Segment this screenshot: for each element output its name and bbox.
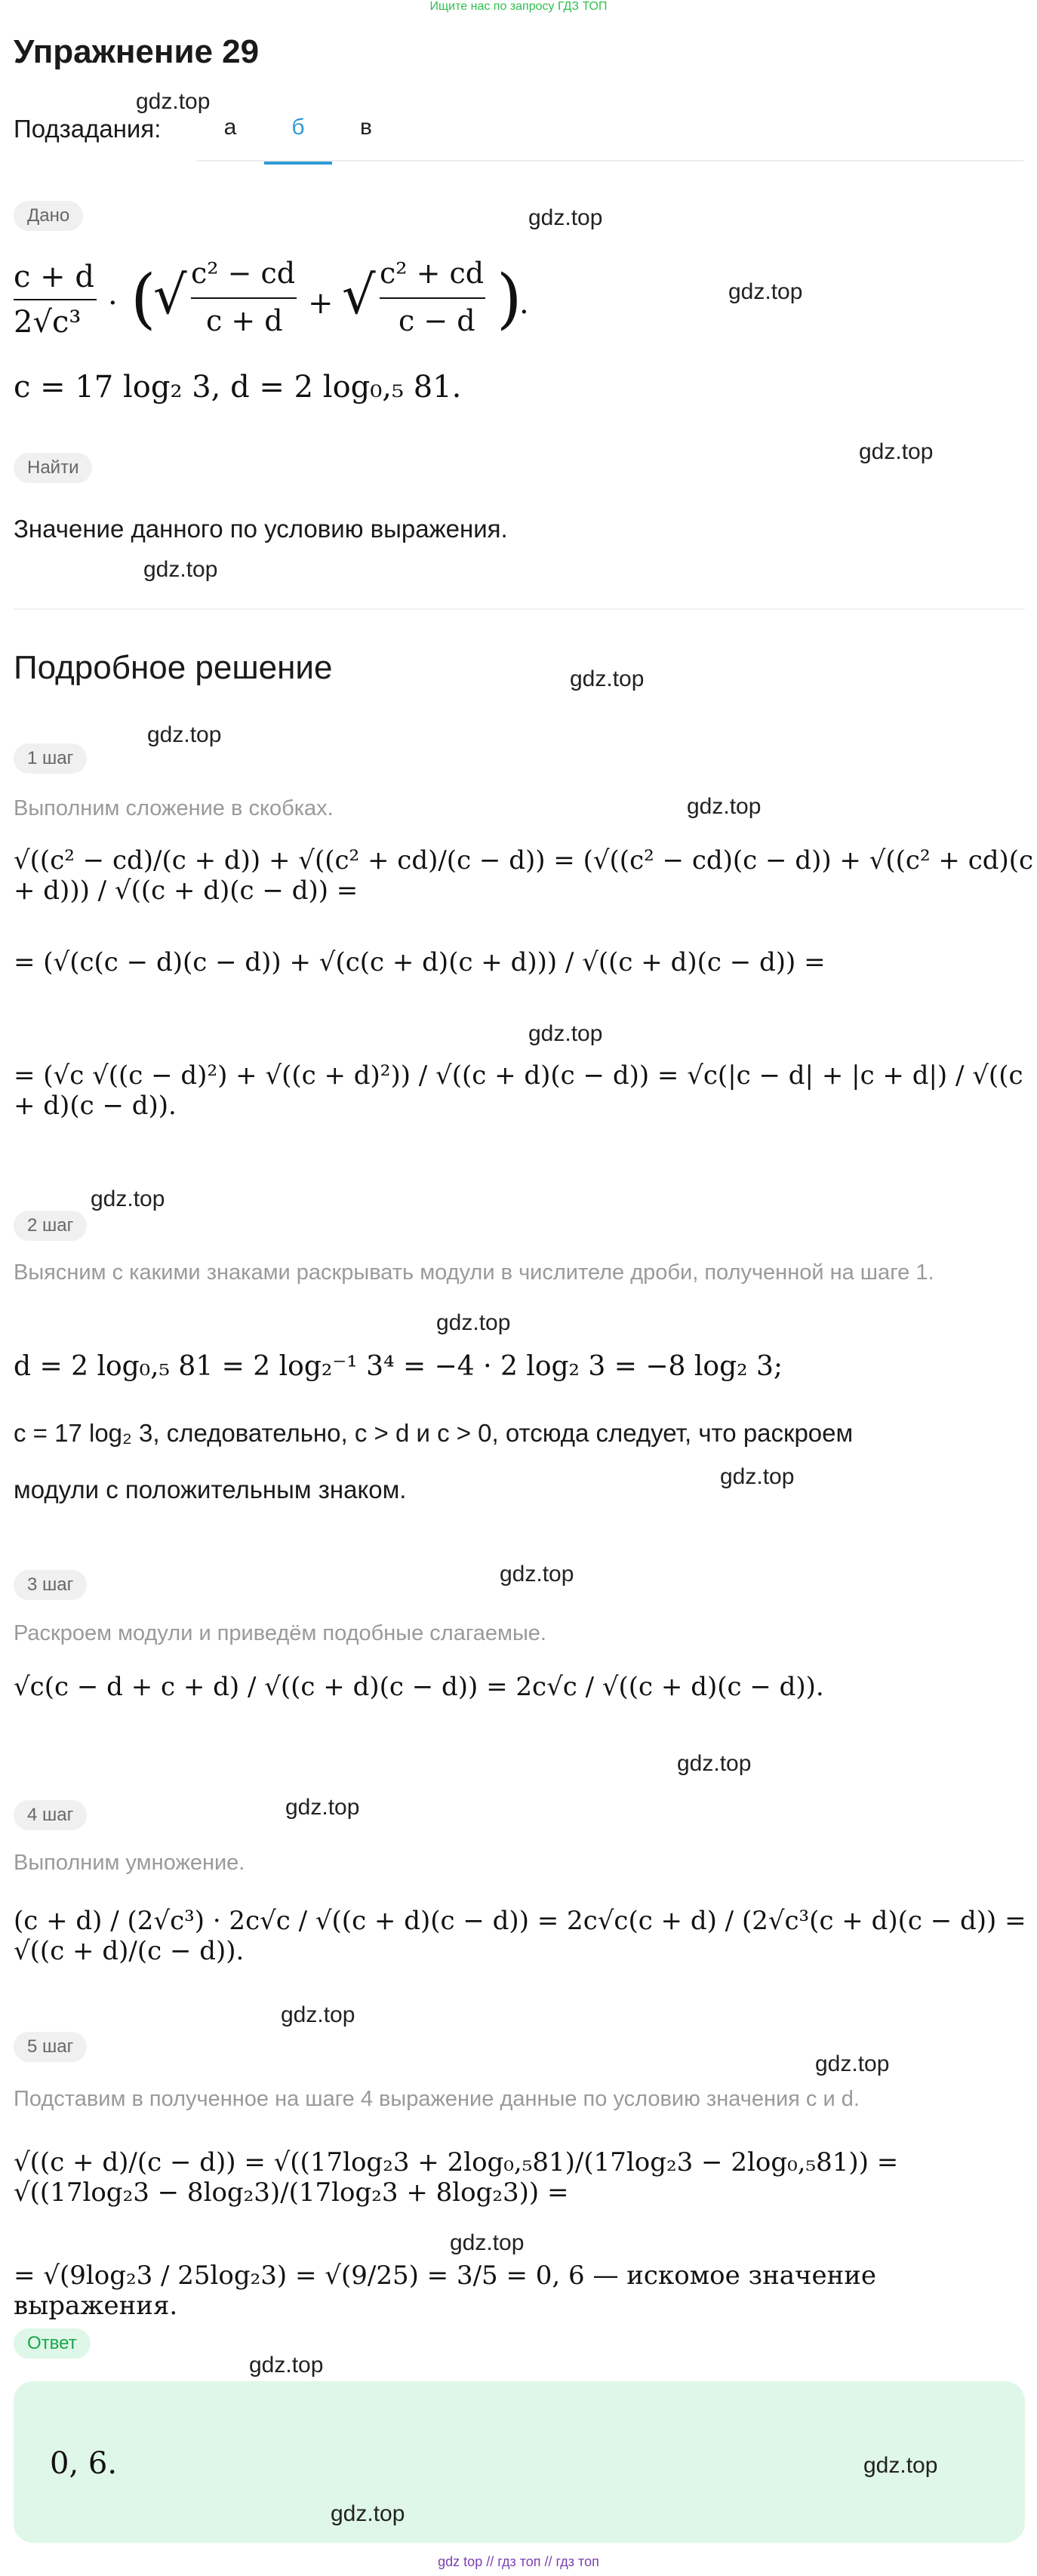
given-badge: Дано [14,201,83,231]
watermark: gdz.top [285,1795,360,1820]
step-3-text: Раскроем модули и приведём подобные слагаемые. [14,1621,546,1645]
watermark: gdz.top [436,1310,511,1335]
svg-text:2√c³: 2√c³ [14,305,82,340]
tab-b[interactable]: б [264,106,332,165]
step-2-line-1: d = 2 log₀,₅ 81 = 2 log₂⁻¹ 3⁴ = −4 · 2 log₂ 3 = −8 log₂ 3; [14,1351,783,1382]
watermark: gdz.top [570,666,645,691]
watermark: gdz.top [147,722,222,747]
svg-text:√: √ [153,264,187,326]
watermark: gdz.top [728,279,803,304]
given-expression [14,242,632,355]
svg-text:c + d: c + d [14,260,94,294]
subtask-tabs [196,106,400,165]
watermark: gdz.top [500,1562,574,1587]
step-2-line-3: модули с положительным знаком. [14,1476,407,1503]
svg-text:): ) [497,261,522,337]
solution-title: Подробное решение [14,649,333,686]
find-text: Значение данного по условию выражения. [14,515,508,543]
step-5-badge: 5 шаг [14,2032,87,2062]
step-4-line-1: (c + d) / (2√c³) · 2c√c / √((c + d)(c − d)) = 2c√c(c + d) / (2√c³(c + d)(c − d)) = √((c + d)/(c − d)). [14,1906,1026,1966]
svg-text:+: + [308,286,334,321]
svg-text:.: . [519,286,529,321]
step-4-badge: 4 шаг [14,1800,87,1830]
step-5-line-2: = √(9log₂3 / 25log₂3) = √(9/25) = 3/5 = 0, 6 — искомое значение выражения. [14,2261,877,2321]
footer: gdz top // гдз топ // гдз топ [438,2554,599,2569]
step-1-line-1: √((c² − cd)/(c + d)) + √((c² + cd)/(c − d)) = (√((c² − cd)(c − d)) + √((c² + cd)(c + d))) / √((c + d)(c − d)) = [14,845,1034,906]
step-3-line-1: √c(c − d + c + d) / √((c + d)(c − d)) = 2c√c / √((c + d)(c − d)). [14,1672,824,1702]
step-5-text: Подставим в полученное на шаге 4 выражение данные по условию значения c и d. [14,2087,860,2111]
tab-v[interactable]: в [360,115,372,140]
watermark: gdz.top [528,1021,603,1046]
step-4-text: Выполним умножение. [14,1851,245,1875]
svg-text:c² − cd: c² − cd [191,257,296,290]
watermark: gdz.top [281,2002,355,2027]
tabs-divider [196,160,1023,162]
answer-value: 0, 6. [50,2446,118,2481]
watermark: gdz.top [687,794,762,819]
find-badge: Найти [14,453,92,483]
svg-text:(: ( [131,261,156,337]
watermark: gdz.top [331,2501,405,2526]
svg-text:c − d: c − d [398,304,475,337]
answer-badge: Ответ [14,2328,91,2359]
section-divider [14,608,1025,610]
step-1-line-2: = (√(c(c − d)(c − d)) + √(c(c + d)(c + d))) / √((c + d)(c − d)) = [14,947,826,977]
watermark: gdz.top [859,439,934,464]
svg-text:·: · [108,286,118,321]
watermark: gdz.top [815,2051,890,2076]
page-title: Упражнение 29 [14,33,260,70]
watermark: gdz.top [528,205,603,230]
watermark: gdz.top [136,89,211,114]
step-2-line-2: c = 17 log₂ 3, следовательно, c > d и c > 0, отсюда следует, что раскроем [14,1419,854,1447]
watermark: gdz.top [450,2230,525,2255]
watermark: gdz.top [863,2453,938,2478]
svg-text:c² + cd: c² + cd [380,257,485,290]
step-5-line-1: √((c + d)/(c − d)) = √((17log₂3 + 2log₀,₅81)/(17log₂3 − 2log₀,₅81)) = √((17log₂3 − 8log₂3)/(17log₂3 + 8log₂3)) = [14,2147,899,2208]
step-1-badge: 1 шаг [14,743,87,774]
top-note: Ищите нас по запросу ГДЗ ТОП [429,0,608,13]
watermark: gdz.top [720,1464,795,1489]
watermark: gdz.top [143,557,218,582]
step-2-badge: 2 шаг [14,1211,87,1241]
watermark: gdz.top [91,1186,165,1211]
svg-text:√: √ [342,264,376,326]
svg-text:c + d: c + d [206,304,283,337]
watermark: gdz.top [677,1751,752,1776]
step-1-line-3: = (√c √((c − d)²) + √((c + d)²)) / √((c + d)(c − d)) = √c(|c − d| + |c + d|) / √((c + d)(c − d)). [14,1060,1023,1121]
tab-a[interactable]: а [223,115,237,140]
step-2-text: Выясним с какими знаками раскрывать модули в числителе дроби, полученной на шаге 1. [14,1260,934,1285]
watermark: gdz.top [249,2353,324,2377]
subtasks-label: Подзадания: [14,115,162,143]
given-values: c = 17 log₂ 3, d = 2 log₀,₅ 81. [14,370,462,405]
step-3-badge: 3 шаг [14,1570,87,1600]
step-1-text: Выполним сложение в скобках. [14,796,334,820]
